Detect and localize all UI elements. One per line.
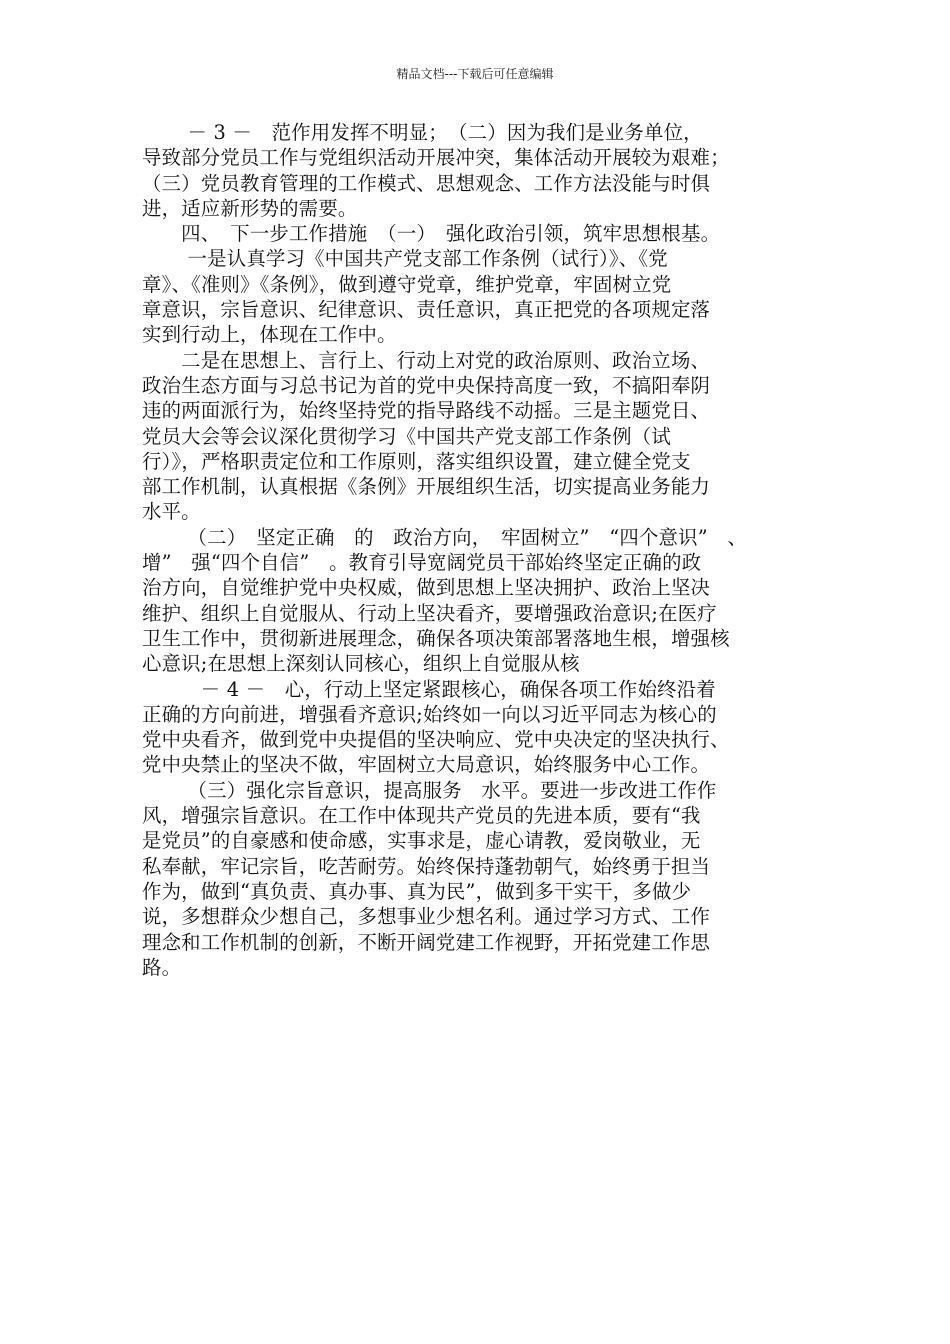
text-line: 导致部分党员工作与党组织活动开展冲突，集体活动开展较为艰难； — [142, 146, 730, 170]
text-line: 增” 强“四个自信” 。教育引导宽阔党员干部始终坚定正确的政 — [142, 551, 702, 575]
text-line: 二是在思想上、言行上、行动上对党的政治原则、政治立场、 — [142, 348, 711, 372]
text-line: 卫生工作中，贯彻新进展理念，确保各项决策部署落地生根，增强核 — [142, 626, 730, 650]
text-line: 维护、组织上自觉服从、行动上坚决看齐，要增强政治意识;在医疗 — [142, 601, 717, 625]
text-line: 私奉献，牢记宗旨，吃苦耐劳。始终保持蓬勃朝气，始终勇于担当 — [142, 854, 711, 878]
document-body — [142, 120, 822, 980]
text-line: － 4 － 心，行动上坚定紧跟核心，确保各项工作始终沿着 — [142, 677, 716, 701]
text-line: 部工作机制，认真根据《条例》开展组织生活，切实提高业务能力 — [142, 475, 711, 499]
text-line: 治方向，自觉维护党中央权威，做到思想上坚决拥护、政治上坚决 — [142, 576, 711, 600]
text-line: 一是认真学习《中国共产党支部工作条例（试行）》、《党 — [142, 247, 668, 271]
text-line: 理念和工作机制的创新，不断开阔党建工作视野，开拓党建工作思 — [142, 930, 711, 954]
text-line: （二） 坚定正确 的 政治方向， 牢固树立” “四个意识” 、 — [142, 525, 748, 549]
text-line: 心意识;在思想上深刻认同核心，组织上自觉服从核 — [142, 652, 580, 676]
text-line: 政治生态方面与习总书记为首的党中央保持高度一致，不搞阳奉阴 — [142, 373, 711, 397]
text-line: 进，适应新形势的需要。 — [142, 196, 358, 220]
text-line: 行）》，严格职责定位和工作原则，落实组织设置，建立健全党支 — [142, 449, 691, 473]
text-line: 违的两面派行为，始终坚持党的指导路线不动摇。三是主题党日、 — [142, 399, 711, 423]
text-line: 党中央看齐，做到党中央提倡的坚决响应、党中央决定的坚决执行、 — [142, 728, 730, 752]
text-line: 党中央禁止的坚决不做，牢固树立大局意识，始终服务中心工作。 — [142, 753, 711, 777]
text-line: 说，多想群众少想自己，多想事业少想名利。通过学习方式、工作 — [142, 905, 711, 929]
text-line: 章意识，宗旨意识、纪律意识、责任意识，真正把党的各项规定落 — [142, 298, 711, 322]
text-line: 作为，做到“真负责、真办事、真为民”，做到多干实干，多做少 — [142, 879, 692, 903]
text-line: 正确的方向前进，增强看齐意识;始终如一向以习近平同志为核心的 — [142, 702, 717, 726]
text-line: － 3 － 范作用发挥不明显； （二）因为我们是业务单位， — [142, 121, 703, 144]
text-line: 水平。 — [142, 500, 201, 524]
text-line: 实到行动上，体现在工作中。 — [142, 323, 397, 347]
text-line: 党员大会等会议深化贯彻学习《中国共产党支部工作条例（试 — [142, 424, 671, 448]
text-line: 四、 下一步工作措施 （一） 强化政治引领，筑牢思想根基。 — [142, 222, 721, 246]
text-line: （三）强化宗旨意识，提高服务 水平。要进一步改进工作作 — [142, 778, 717, 802]
text-line: 路。 — [142, 955, 182, 979]
page-header: 精品文档---下载后可任意编辑 — [396, 67, 554, 81]
text-line: 风，增强宗旨意识。在工作中体现共产党员的先进本质，要有“我 — [142, 804, 701, 828]
text-line: 章》、《准则》《条例》，做到遵守党章，维护党章，牢固树立党 — [142, 272, 672, 296]
text-line: 是党员”的自豪感和使命感，实事求是，虚心请教，爱岗敬业，无 — [142, 829, 701, 853]
text-line: （三）党员教育管理的工作模式、思想观念、工作方法没能与时俱 — [142, 171, 711, 195]
